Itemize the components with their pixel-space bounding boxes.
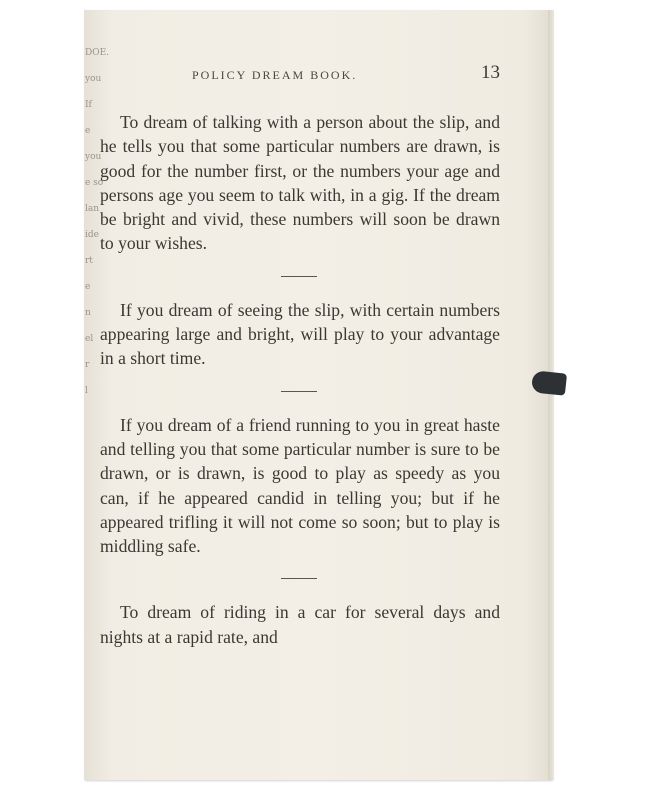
divider-rule [281, 578, 317, 579]
section-divider [100, 371, 500, 413]
bleed-fragment: e you [85, 126, 102, 162]
bleed-fragment: ide [85, 230, 99, 240]
bleed-fragment: l [85, 386, 88, 396]
page-header [112, 62, 500, 88]
page-number: 13 [481, 62, 500, 83]
bleed-fragment: r [85, 360, 90, 370]
page-edge [548, 10, 554, 780]
bleed-fragment: rt [85, 256, 93, 266]
bleed-fragment: If [85, 100, 92, 110]
divider-rule [281, 276, 317, 277]
paragraph: If you dream of a friend running to you in great haste and telling you that some particular number is sure to be drawn, or is drawn, is good to play as speedy as you can, if he appeared candid in telling you; but if he appeared trifling it will not come so soon; but to play is middling safe. [100, 414, 500, 557]
body-text [100, 110, 500, 649]
bleed-fragment: e [85, 282, 91, 292]
running-head: POLICY DREAM BOOK. [192, 68, 358, 82]
paragraph: If you dream of seeing the slip, with certain numbers appearing large and bright, will play to your advantage in a short time. [100, 299, 500, 369]
bleed-fragment: lan [85, 204, 100, 214]
bleed-fragment: you [85, 74, 102, 84]
section-divider [100, 256, 500, 298]
bleed-fragment: n [85, 308, 91, 318]
divider-rule [281, 391, 317, 392]
bleed-fragment: DOE. [85, 48, 110, 58]
bleed-fragment: el [85, 334, 94, 344]
paragraph: To dream of talking with a person about the slip, and he tells you that some particular numbers are drawn, is good for the number first, or the numbers your age and persons age you seem to talk with, in a gig. If the dream be bright and vivid, these numbers will soon be drawn to your wishes. [100, 112, 500, 254]
section-divider [100, 558, 500, 600]
bleed-fragment: e so [85, 178, 104, 188]
paragraph: To dream of riding in a car for several days and nights at a rapid rate, and [100, 602, 500, 647]
